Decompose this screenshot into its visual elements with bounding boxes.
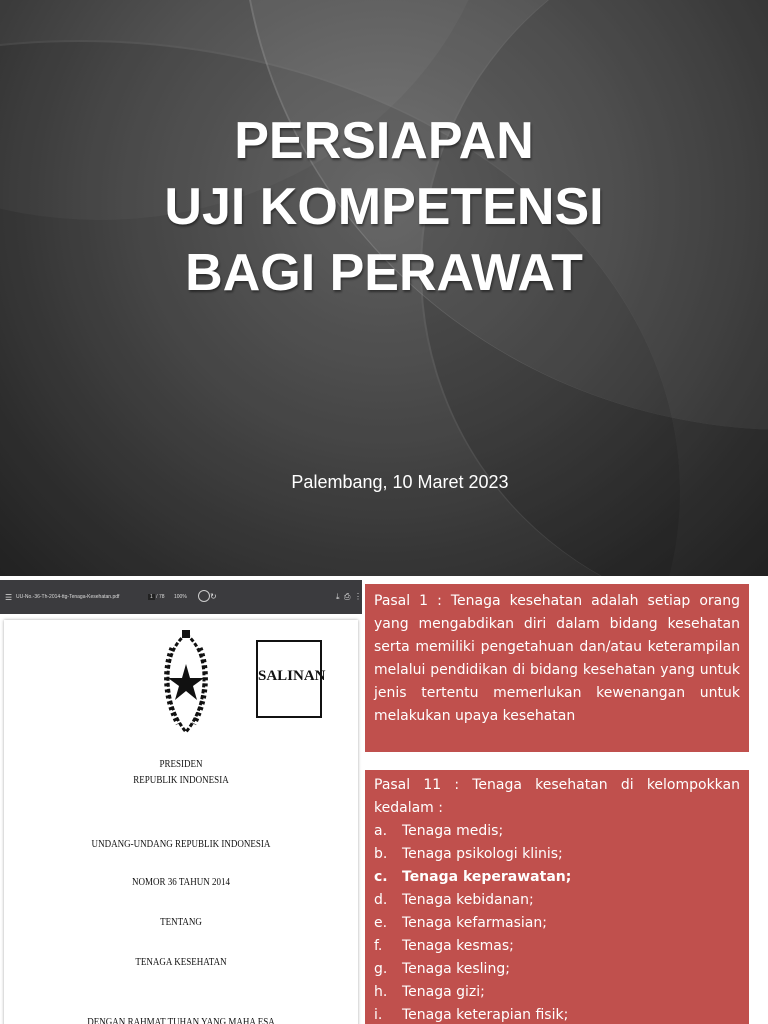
list-text: Tenaga kesmas; bbox=[402, 938, 514, 954]
pdf-toolbar bbox=[0, 580, 362, 614]
list-item bbox=[374, 843, 740, 866]
pdf-file-name: UU-No.-36-Th-2014-ttg-Tenaga-Kesehatan.pdf bbox=[16, 594, 120, 600]
list-item bbox=[374, 935, 740, 958]
list-item bbox=[374, 889, 740, 912]
doc-line: NOMOR 36 TAHUN 2014 bbox=[131, 876, 231, 888]
page-current[interactable]: 1 bbox=[150, 594, 153, 600]
doc-line: TENTANG bbox=[160, 916, 202, 928]
download-icon[interactable]: ⤓ bbox=[336, 592, 340, 601]
content-slide bbox=[0, 576, 768, 1024]
list-marker: b. bbox=[374, 846, 388, 862]
title-line-3: BAGI PERAWAT bbox=[185, 244, 583, 302]
list-marker: a. bbox=[374, 823, 388, 839]
list-text: Tenaga kesling; bbox=[402, 961, 510, 977]
list-item-highlighted bbox=[374, 866, 740, 889]
doc-line: DENGAN RAHMAT TUHAN YANG MAHA ESA bbox=[87, 1016, 275, 1024]
profession-list bbox=[374, 820, 740, 1024]
zoom-level[interactable]: 100% bbox=[174, 594, 187, 600]
title-line-1: PERSIAPAN bbox=[234, 112, 534, 170]
pasal-11-heading: Pasal 11 : Tenaga kesehatan di kelompokkan kedalam : bbox=[374, 777, 740, 816]
salinan-stamp bbox=[256, 640, 326, 718]
garuda-emblem-icon bbox=[156, 628, 216, 738]
list-item bbox=[374, 912, 740, 935]
list-marker: c. bbox=[374, 869, 388, 885]
pasal-11-box bbox=[363, 768, 751, 1024]
list-marker: h. bbox=[374, 984, 388, 1000]
pdf-screenshot bbox=[0, 580, 362, 1024]
list-text: Tenaga keterapian fisik; bbox=[402, 1007, 569, 1023]
slide-title bbox=[0, 108, 768, 306]
list-text: Tenaga kebidanan; bbox=[402, 892, 534, 908]
list-marker: g. bbox=[374, 961, 388, 977]
title-line-2: UJI KOMPETENSI bbox=[164, 178, 604, 236]
doc-line: TENAGA KESEHATAN bbox=[135, 956, 227, 968]
rotate-icon[interactable]: ↻ bbox=[210, 592, 217, 601]
list-marker: f. bbox=[374, 938, 383, 954]
list-item bbox=[374, 958, 740, 981]
list-marker: i. bbox=[374, 1007, 383, 1023]
list-item bbox=[374, 1004, 740, 1024]
doc-line: REPUBLIK INDONESIA bbox=[133, 774, 229, 786]
list-text: Tenaga medis; bbox=[402, 823, 504, 839]
list-marker: d. bbox=[374, 892, 388, 908]
list-item bbox=[374, 981, 740, 1004]
list-text: Tenaga keperawatan; bbox=[402, 869, 572, 885]
page-indicator bbox=[148, 594, 165, 600]
page-total: / 78 bbox=[156, 594, 165, 600]
list-item bbox=[374, 820, 740, 843]
pasal-1-box: Pasal 1 : Tenaga kesehatan adalah setiap orang yang mengabdikan diri dalam bidang kesehatan serta memiliki pengetahuan dan/atau keterampilan melalui pendidikan di bidang kesehatan yang untuk jenis tertentu memerlukan kewenangan untuk melakukan upaya kesehatan bbox=[363, 582, 751, 754]
more-options-icon[interactable]: ⋮ bbox=[354, 592, 362, 601]
menu-icon[interactable]: ☰ bbox=[5, 593, 13, 602]
fit-page-icon[interactable] bbox=[198, 590, 210, 602]
print-icon[interactable]: ⎙ bbox=[344, 592, 351, 601]
doc-line: UNDANG-UNDANG REPUBLIK INDONESIA bbox=[91, 838, 271, 850]
stamp-text: SALINAN bbox=[258, 668, 326, 684]
list-marker: e. bbox=[374, 915, 388, 931]
list-text: Tenaga kefarmasian; bbox=[402, 915, 547, 931]
slide-subtitle: Palembang, 10 Maret 2023 bbox=[291, 472, 509, 492]
doc-line: PRESIDEN bbox=[159, 758, 203, 770]
list-text: Tenaga gizi; bbox=[402, 984, 485, 1000]
list-text: Tenaga psikologi klinis; bbox=[402, 846, 563, 862]
